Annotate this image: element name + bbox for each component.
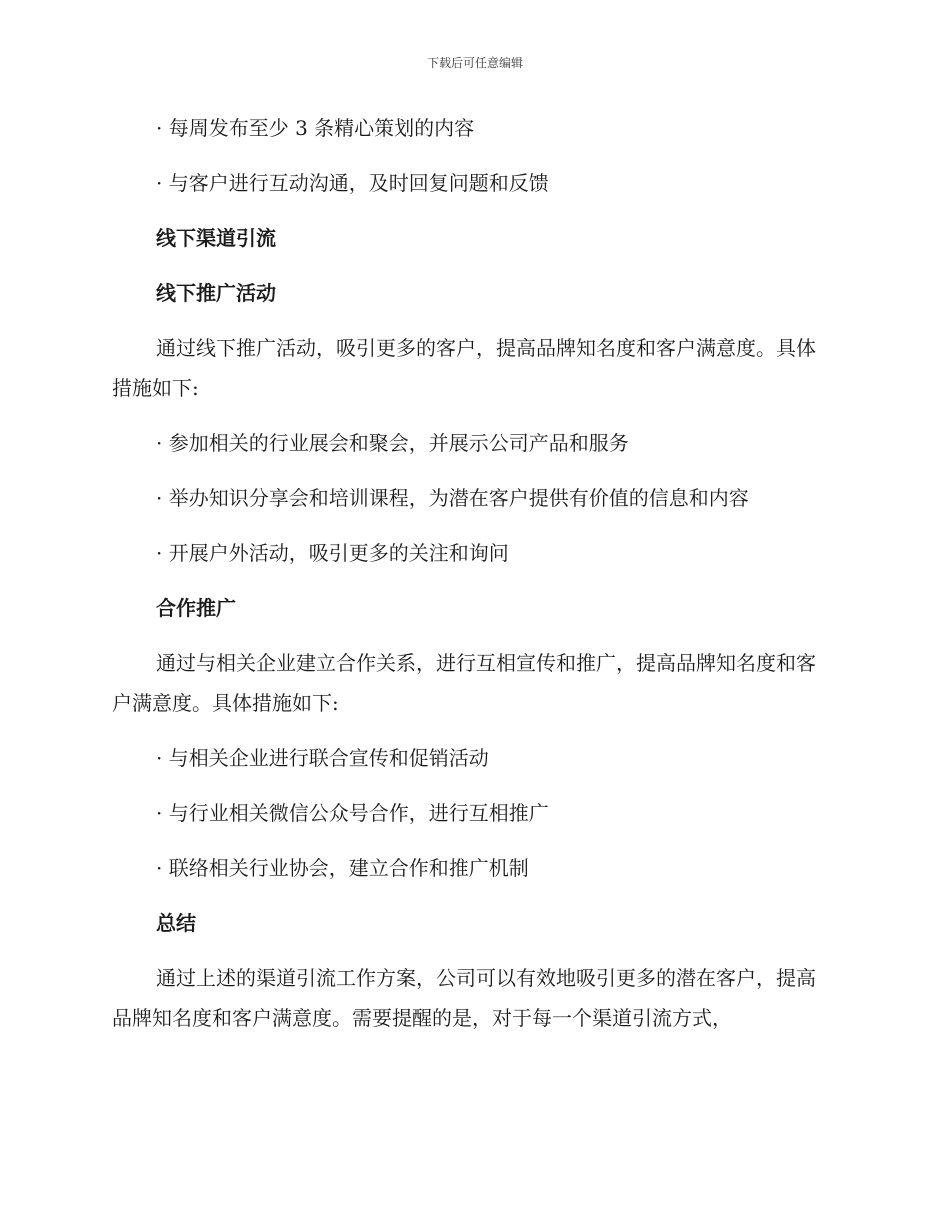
- paragraph: 通过与相关企业建立合作关系，进行互相宣传和推广，提高品牌知名度和客户满意度。具体措施如下:: [112, 651, 816, 715]
- bullet-item: · 每周发布至少 3 条精心策划的内容: [156, 116, 475, 140]
- bullet-item: · 参加相关的行业展会和聚会，并展示公司产品和服务: [156, 431, 629, 455]
- paragraph: 通过上述的渠道引流工作方案，公司可以有效地吸引更多的潜在客户，提高品牌知名度和客户满意度。需要提醒的是，对于每一个渠道引流方式，: [112, 966, 816, 1030]
- bullet-item: · 与行业相关微信公众号合作，进行互相推广: [156, 801, 549, 825]
- document-body: [112, 108, 834, 1053]
- bullet-item: · 开展户外活动，吸引更多的关注和询问: [156, 541, 509, 565]
- section-heading: 线下渠道引流: [156, 226, 276, 250]
- paragraph: 通过线下推广活动，吸引更多的客户，提高品牌知名度和客户满意度。具体措施如下:: [112, 336, 816, 400]
- subsection-heading: 线下推广活动: [156, 281, 276, 305]
- bullet-item: · 与相关企业进行联合宣传和促销活动: [156, 746, 489, 770]
- page-header: 下载后可任意编辑: [426, 56, 523, 70]
- bullet-item: · 与客户进行互动沟通，及时回复问题和反馈: [156, 171, 549, 195]
- subsection-heading: 合作推广: [156, 596, 236, 620]
- bullet-item: · 联络相关行业协会，建立合作和推广机制: [156, 856, 529, 880]
- section-heading: 总结: [156, 911, 196, 935]
- bullet-item: · 举办知识分享会和培训课程，为潜在客户提供有价值的信息和内容: [156, 486, 749, 510]
